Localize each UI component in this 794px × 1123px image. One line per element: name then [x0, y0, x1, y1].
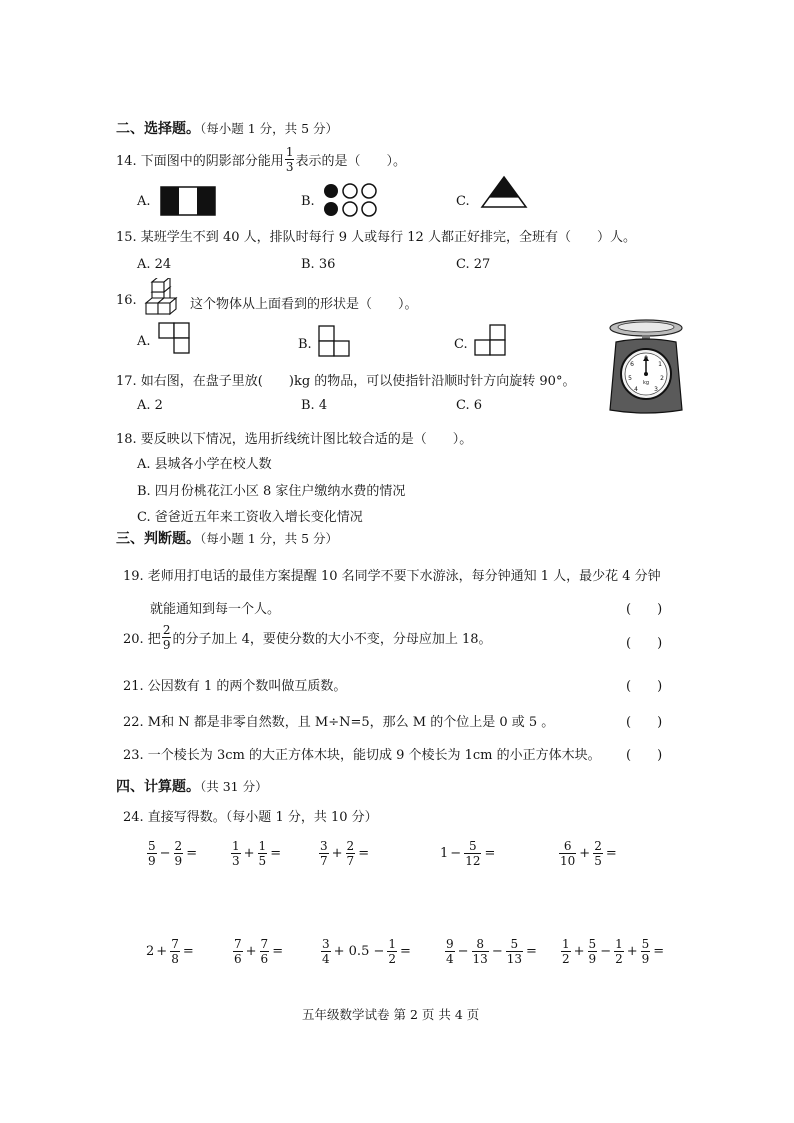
expr3-eq: = [358, 846, 370, 861]
expr-1 [146, 840, 199, 867]
expr2-a-num: 1 [232, 839, 240, 853]
expr-4 [440, 840, 497, 867]
expr7-a-den: 6 [234, 952, 242, 966]
expr10-op2: − [600, 944, 612, 959]
expr3-b-num: 2 [346, 839, 355, 853]
expr8-mid: + 0.5 − [333, 944, 385, 959]
expr5-eq: = [605, 846, 617, 861]
section3-heading [116, 528, 338, 548]
q14-suffix: 表示的是（ ）。 [295, 154, 406, 169]
expr7-b-num: 7 [260, 937, 269, 951]
q23-answer-paren[interactable]: ( ) [626, 748, 663, 763]
expr8-eq: = [400, 944, 411, 959]
expr-3 [318, 840, 371, 867]
q16-cubes-figure [144, 278, 188, 316]
expr3-op: + [331, 846, 343, 861]
expr9-a-num: 9 [446, 937, 454, 951]
expr5-b-den: 5 [594, 854, 602, 868]
expr6-op: + [156, 944, 168, 959]
q15-option-c: C. 27 [456, 257, 491, 272]
section4-heading [116, 776, 268, 796]
expr3-b-den: 7 [346, 854, 355, 868]
q14-option-c-triangle-figure [480, 175, 528, 209]
expr7-b-den: 6 [260, 952, 269, 966]
q17-option-b: B. 4 [301, 398, 328, 413]
expr10-c-den: 2 [615, 952, 623, 966]
section4-note: （共 31 分） [200, 779, 268, 794]
expr-9 [444, 938, 539, 965]
expr8-b-den: 2 [388, 952, 397, 966]
expr10-b-num: 5 [588, 937, 597, 951]
scale-label-5: 5 [628, 375, 632, 382]
scale-label-4: 4 [634, 386, 638, 393]
expr6-b-num: 7 [171, 937, 179, 951]
q14-prefix: 14. 下面图中的阴影部分能用 [116, 154, 284, 169]
q20-frac-den: 9 [162, 638, 171, 652]
expr10-c-num: 1 [615, 937, 623, 951]
section2-note: （每小题 1 分，共 5 分） [200, 121, 339, 136]
expr3-a-den: 7 [320, 854, 328, 868]
q14-option-b-label: B. [301, 194, 315, 209]
expr1-op: − [159, 846, 171, 861]
expr1-a-den: 9 [148, 854, 156, 868]
q14-option-c-label: C. [456, 194, 470, 209]
q16-number: 16. [116, 293, 137, 308]
question-18: 18. 要反映以下情况，选用折线统计图比较合适的是（ ）。 [116, 432, 473, 447]
expr9-c-den: 13 [506, 952, 523, 966]
expr10-eq: = [653, 944, 665, 959]
expr2-eq: = [270, 846, 282, 861]
expr-6 [146, 938, 196, 965]
section2-title: 二、选择题。 [116, 121, 200, 137]
section3-title: 三、判断题。 [116, 531, 200, 547]
question-19-line1: 19. 老师用打电话的最佳方案提醒 10 名同学不要下水游泳，每分钟通知 1 人，最少花 4 分钟 [123, 569, 661, 584]
expr3-a-num: 3 [320, 839, 328, 853]
q14-option-b-circles-figure [321, 181, 381, 219]
expr-7 [232, 938, 285, 965]
expr-8 [320, 938, 413, 965]
expr1-b-den: 9 [174, 854, 183, 868]
expr10-a-num: 1 [562, 937, 570, 951]
expr2-b-den: 5 [258, 854, 267, 868]
scale-label-6: 6 [630, 361, 634, 368]
question-14 [116, 146, 406, 173]
q14-fraction [285, 146, 295, 173]
expr1-a-num: 5 [148, 839, 156, 853]
question-21: 21. 公因数有 1 的两个数叫做互质数。 [123, 679, 347, 694]
expr9-b-num: 8 [476, 937, 484, 951]
expr10-d-num: 5 [641, 937, 650, 951]
expr7-a-num: 7 [234, 937, 242, 951]
question-16: 这个物体从上面看到的形状是（ ）。 [190, 297, 418, 312]
scale-unit-label: kg [642, 380, 650, 386]
expr10-d-den: 9 [641, 952, 650, 966]
q20-answer-paren[interactable]: ( ) [626, 636, 663, 651]
kitchen-scale-figure [606, 318, 686, 416]
q15-option-b: B. 36 [301, 257, 336, 272]
q17-option-c: C. 6 [456, 398, 483, 413]
expr6-eq: = [182, 944, 194, 959]
q20-frac-num: 2 [162, 623, 171, 637]
scale-label-1: 1 [658, 361, 662, 368]
q18-option-c: C. 爸爸近五年来工资收入增长变化情况 [137, 510, 363, 525]
q16-option-c-label: C. [454, 337, 468, 352]
question-22: 22. M和 N 都是非零自然数，且 M÷N=5，那么 M 的个位上是 0 或 5 。 [123, 715, 555, 730]
expr2-a-den: 3 [232, 854, 240, 868]
expr8-b-num: 1 [388, 937, 397, 951]
q17-option-a: A. 2 [137, 398, 163, 413]
q20-suffix: 的分子加上 4，要使分数的大小不变，分母应加上 18。 [172, 632, 492, 647]
expr5-a-num: 6 [563, 839, 572, 853]
expr4-op: − [450, 846, 462, 861]
expr10-a-den: 2 [562, 952, 570, 966]
expr5-a-den: 10 [560, 854, 576, 868]
q16-option-a-label: A. [137, 334, 151, 349]
q16-option-c-figure [474, 324, 508, 358]
q20-fraction [162, 624, 172, 651]
q18-option-b: B. 四月份桃花江小区 8 家住户缴纳水费的情况 [137, 484, 406, 499]
expr6-lead: 2 [146, 944, 155, 959]
expr5-b-num: 2 [594, 839, 602, 853]
expr4-lead: 1 [440, 846, 449, 861]
question-19-line2: 就能通知到每一个人。 [150, 602, 281, 617]
expr10-b-den: 9 [588, 952, 597, 966]
expr4-b-den: 12 [465, 854, 481, 868]
q20-prefix: 20. 把 [123, 632, 161, 647]
q14-frac-den: 3 [285, 160, 294, 174]
expr6-b-den: 8 [171, 952, 179, 966]
q16-option-b-figure [318, 325, 352, 359]
question-24: 24. 直接写得数。（每小题 1 分，共 10 分） [123, 810, 378, 825]
q14-option-a-rect-figure [160, 186, 216, 216]
scale-label-3: 3 [654, 386, 658, 393]
expr1-b-num: 2 [174, 839, 183, 853]
expr9-a-den: 4 [446, 952, 454, 966]
expr2-b-num: 1 [258, 839, 267, 853]
question-17: 17. 如右图，在盘子里放( )kg 的物品，可以使指针沿顺时针方向旋转 90°。 [116, 374, 576, 389]
expr7-eq: = [272, 944, 284, 959]
expr9-b-den: 13 [472, 952, 488, 966]
section4-title: 四、计算题。 [116, 779, 200, 795]
expr10-op3: + [626, 944, 638, 959]
expr-5 [558, 840, 619, 867]
expr9-eq: = [526, 944, 537, 959]
expr1-eq: = [186, 846, 198, 861]
q16-option-b-label: B. [298, 337, 312, 352]
q14-frac-num: 1 [285, 145, 294, 159]
expr5-op: + [579, 846, 591, 861]
q14-option-a-label: A. [137, 194, 151, 209]
expr9-op2: − [491, 944, 503, 959]
question-15: 15. 某班学生不到 40 人，排队时每行 9 人或每行 12 人都正好排完，全班有（ ）人。 [116, 230, 636, 245]
q15-option-a: A. 24 [137, 257, 172, 272]
page-footer: 五年级数学试卷 第 2 页 共 4 页 [302, 1007, 480, 1022]
expr4-b-num: 5 [469, 839, 477, 853]
question-20 [123, 624, 492, 651]
section3-note: （每小题 1 分，共 5 分） [200, 531, 339, 546]
scale-label-2: 2 [660, 375, 664, 382]
expr-10 [560, 938, 666, 965]
q16-option-a-figure [158, 322, 192, 356]
section2-heading [116, 118, 338, 138]
expr7-op: + [245, 944, 257, 959]
q18-option-a: A. 县城各小学在校人数 [137, 457, 272, 472]
expr-2 [230, 840, 283, 867]
expr4-eq: = [484, 846, 496, 861]
expr9-c-num: 5 [510, 937, 519, 951]
expr9-op1: − [457, 944, 469, 959]
expr2-op: + [243, 846, 255, 861]
q22-answer-paren[interactable]: ( ) [626, 715, 663, 730]
q21-answer-paren[interactable]: ( ) [626, 679, 663, 694]
question-23: 23. 一个棱长为 3cm 的大正方体木块，能切成 9 个棱长为 1cm 的小正方体木块。 [123, 748, 601, 763]
q19-answer-paren[interactable]: ( ) [626, 602, 663, 617]
expr10-op1: + [573, 944, 585, 959]
expr8-a-den: 4 [322, 952, 330, 966]
expr8-a-num: 3 [322, 937, 330, 951]
